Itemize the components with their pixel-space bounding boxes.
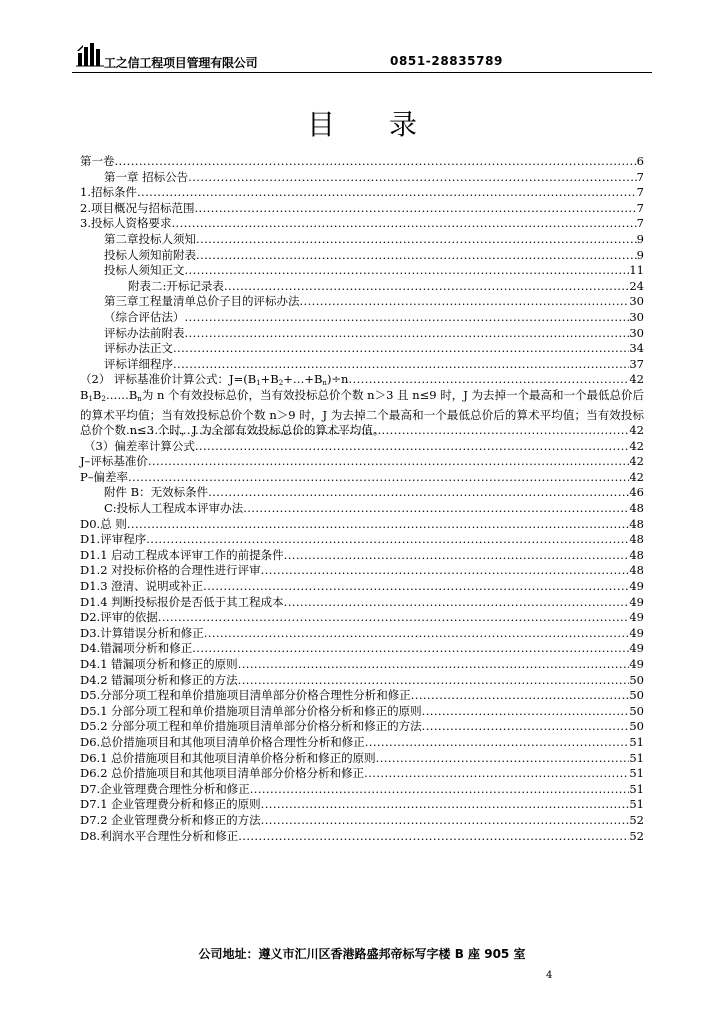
toc-entry[interactable] (80, 563, 644, 579)
toc-entry-label: 第三章工程量清单总价子目的评标办法 (104, 294, 300, 309)
toc-page-number: 7 (636, 185, 644, 200)
toc-leader (185, 326, 630, 342)
toc-entry[interactable] (80, 782, 644, 798)
toc-page-number: 51 (629, 766, 644, 781)
toc-leader (204, 626, 630, 642)
toc-entry[interactable] (80, 201, 644, 217)
toc-entry-label: D4.2 错漏项分析和修正的方法 (80, 672, 238, 687)
toc-entry-label: 1.招标条件 (80, 185, 137, 200)
toc-page-number: 49 (629, 579, 644, 594)
toc-leader (284, 595, 630, 611)
toc-leader (148, 454, 629, 470)
toc-leader (115, 154, 637, 170)
toc-entry[interactable] (80, 751, 644, 767)
toc-leader (173, 357, 629, 373)
toc-entry[interactable] (80, 641, 644, 657)
toc-page-number: 48 (629, 501, 644, 516)
toc-page-number: 52 (629, 812, 644, 827)
toc-entry-label: D3.计算错误分析和修正 (80, 625, 204, 640)
toc-entry-label: D1.2 对投标价格的合理性进行评审 (80, 563, 261, 578)
toc-leader (224, 279, 629, 295)
toc-entry[interactable] (80, 263, 644, 279)
toc-entry-label: D7.1 企业管理费分析和修正的原则 (80, 797, 261, 812)
toc-entry-label: （3）偏差率计算公式 (84, 438, 195, 453)
toc-leader (185, 263, 630, 279)
toc-entry[interactable] (80, 154, 644, 170)
toc-page-number: 49 (629, 610, 644, 625)
toc-page-number: 49 (629, 657, 644, 671)
toc-leader (194, 201, 636, 217)
toc-page-number: 51 (629, 797, 644, 812)
toc-page-number: 48 (629, 516, 644, 531)
toc-entry-label: J–评标基准价 (80, 454, 148, 469)
toc-page-number: 48 (629, 563, 644, 578)
toc-page-number: 30 (629, 309, 644, 324)
toc-entry-label: D4.错漏项分析和修正 (80, 641, 193, 656)
toc-leader (171, 216, 636, 232)
toc-leader (261, 563, 630, 579)
toc-page-number: 42 (629, 438, 644, 453)
para-lead: B (80, 387, 89, 402)
toc-entry[interactable] (80, 610, 644, 626)
toc-page-number: 49 (629, 641, 644, 656)
toc-leader (196, 232, 637, 248)
toc-entry[interactable] (80, 673, 644, 689)
toc-entry[interactable] (80, 248, 644, 264)
toc-leader (365, 735, 630, 751)
para-b2: B (92, 387, 102, 402)
toc-entry-paragraph-end (80, 423, 644, 439)
toc-page-number: 50 (629, 703, 644, 718)
toc-entry[interactable] (80, 357, 644, 373)
toc-entry[interactable] (80, 548, 644, 564)
toc-entry-label: 第一章 招标公告 (104, 169, 189, 184)
toc-page-number: 50 (629, 719, 644, 734)
formula-mid2: +…+B (283, 372, 323, 387)
company-name: 工之信工程项目管理有限公司 (104, 56, 258, 70)
toc-page-number: 37 (629, 356, 644, 371)
para-body: 为 n 个有效投标总价，当有效投标总价个数 n＞3 且 n≤9 时，J 为去掉一个最高和一个最低总价后的算术平均值；当有效投标总价个数 n＞9 时，J 为去掉二个最高和一个最低总价后的算术平均值；当有效投标总价个数 n≤3 个时，J 为全部有效投标总价的算术平均值。 (80, 387, 644, 438)
toc-entry-label: C:投标人工程成本评审办法 (104, 501, 244, 516)
toc-entry[interactable] (80, 704, 644, 720)
company-logo-icon (76, 41, 104, 67)
toc-page-number: 49 (629, 625, 644, 640)
toc-page-number: 48 (629, 532, 644, 547)
toc-entry[interactable] (80, 216, 644, 232)
toc-leader (173, 341, 629, 357)
toc-leader (243, 501, 629, 517)
toc-entry[interactable] (80, 170, 644, 186)
page-number: 4 (546, 970, 553, 981)
toc-leader (376, 751, 630, 767)
toc-entry[interactable] (80, 439, 644, 455)
toc-entry[interactable] (80, 454, 644, 470)
toc-leader (300, 294, 630, 310)
toc-entry[interactable] (80, 341, 644, 357)
toc-page-number: 30 (629, 294, 644, 309)
toc-entry-label: D7.2 企业管理费分析和修正的方法 (80, 812, 261, 827)
toc-entry[interactable] (80, 735, 644, 751)
toc-leader (195, 439, 630, 455)
toc-page-number: 7 (636, 216, 644, 231)
toc-page-number: 7 (636, 200, 644, 215)
toc-leader (185, 310, 630, 326)
toc-entry[interactable] (80, 595, 644, 611)
toc-page-number: 7 (636, 169, 644, 184)
toc-entry-label: （综合评估法） (104, 309, 185, 324)
toc-leader (127, 517, 630, 533)
toc-entry[interactable] (80, 310, 644, 326)
toc-leader (128, 470, 629, 486)
toc-page-number: 42 (629, 423, 644, 438)
toc-leader (203, 579, 629, 595)
toc-entry[interactable] (80, 813, 644, 829)
toc-entry-label: D5.分部分项工程和单价措施项目清单部分价格合理性分析和修正 (80, 688, 411, 703)
company-phone: 0851-28835789 (390, 54, 503, 68)
toc-entry[interactable] (80, 797, 644, 813)
toc-entry[interactable] (80, 626, 644, 642)
toc-leader (348, 372, 629, 388)
toc-leader (188, 170, 637, 186)
para-ellipsis: ……B (105, 387, 138, 402)
toc-entry-label: D6.2 总价措施项目和其他项目清单部分价格分析和修正 (80, 766, 365, 781)
toc-page-number: 50 (629, 672, 644, 687)
toc-entry-label: D5.2 分部分项工程和单价措施项目清单部分价格分析和修正的方法 (80, 719, 422, 734)
toc-page-number: 49 (629, 594, 644, 609)
toc-page-number: 51 (629, 781, 644, 796)
toc-entry[interactable] (80, 185, 644, 201)
formula-suffix: )÷n (326, 372, 349, 387)
toc-entry[interactable] (80, 517, 644, 533)
toc-entry-label: D0.总 则 (80, 516, 127, 531)
toc-page-number: 11 (629, 263, 644, 278)
toc-entry[interactable] (80, 501, 644, 517)
toc-entry-label: D2.评审的依据 (80, 610, 158, 625)
toc-leader (192, 641, 629, 657)
toc-leader (411, 688, 630, 704)
para-sub2: 2 (101, 394, 106, 403)
toc-leader (238, 829, 629, 845)
toc-entry-label: D6.总价措施项目和其他项目清单价格合理性分析和修正 (80, 734, 365, 749)
toc-entry[interactable] (80, 470, 644, 486)
toc-entry-label: D6.1 总价措施项目和其他项目清单价格分析和修正的原则 (80, 750, 376, 765)
toc-page-number: 9 (636, 247, 644, 262)
toc-entry-label: D7.企业管理费合理性分析和修正 (80, 781, 250, 796)
toc-page-number: 52 (629, 828, 644, 843)
toc-entry-label: D1.4 判断投标报价是否低于其工程成本 (80, 594, 284, 609)
toc-entry[interactable] (80, 766, 644, 782)
toc-entry[interactable] (80, 579, 644, 595)
toc-entry-label: 第二章投标人须知 (104, 231, 196, 246)
toc-leader (284, 548, 630, 564)
toc-entry[interactable] (80, 232, 644, 248)
toc-leader (250, 782, 630, 798)
toc-leader (364, 766, 629, 782)
para-subn: n (137, 394, 142, 403)
toc-leader (208, 485, 629, 501)
para-sub1: 1 (88, 394, 93, 403)
toc-leader (422, 704, 630, 720)
toc-entry-label: 附表二:开标记录表 (128, 278, 224, 293)
toc-entry-label: D4.1 错漏项分析和修正的原则 (80, 657, 238, 671)
toc-entry[interactable] (80, 688, 644, 704)
toc-entry-label: 2.项目概况与招标范围 (80, 200, 195, 215)
toc-leader (261, 797, 630, 813)
toc-entry-label: 附件 B：无效标条件 (104, 485, 209, 500)
toc-entry-label: D1.3 澄清、说明或补正 (80, 579, 204, 594)
toc-page-number: 50 (629, 688, 644, 703)
toc-entry-label: 3.投标人资格要求 (80, 216, 172, 231)
toc-leader (261, 813, 630, 829)
toc-page-number: 9 (636, 231, 644, 246)
toc-page-number: 6 (636, 154, 644, 168)
toc-leader (158, 610, 630, 626)
formula-prefix: （2） 评标基准价计算公式：J=(B (80, 372, 257, 387)
toc-page-number: 34 (629, 341, 644, 356)
toc-page-number: 51 (629, 750, 644, 765)
toc-entry-label: 评标办法前附表 (104, 325, 185, 340)
toc-entry-label: D5.1 分部分项工程和单价措施项目清单部分价格分析和修正的原则 (80, 703, 422, 718)
toc-entry[interactable] (80, 279, 644, 295)
toc-entry-label: D8.利润水平合理性分析和修正 (80, 828, 239, 843)
toc-entry[interactable] (80, 719, 644, 735)
toc-leader (422, 719, 630, 735)
toc-page-number: 30 (629, 325, 644, 340)
toc-entry-label: P–偏差率 (80, 469, 128, 484)
toc-entry[interactable] (80, 657, 644, 673)
toc-entry-label: 投标人须知正文 (104, 263, 185, 278)
toc-leader (126, 423, 629, 439)
toc-entry[interactable] (80, 485, 644, 501)
toc-entry[interactable] (80, 829, 644, 845)
toc-page-number: 42 (629, 372, 644, 387)
toc-entry-label: 投标人须知前附表 (104, 247, 196, 262)
toc-leader (137, 185, 637, 201)
toc-leader (196, 248, 637, 264)
toc-page-number: 46 (629, 485, 644, 500)
toc-page-number: 51 (629, 734, 644, 749)
toc-leader (238, 657, 630, 673)
toc-entry[interactable] (80, 326, 644, 342)
toc-page-number: 42 (629, 454, 644, 469)
toc-entry-label: D1.1 启动工程成本评审工作的前提条件 (80, 547, 284, 562)
toc-entry-label: 评标详细程序 (104, 356, 173, 371)
toc-page-number: 48 (629, 547, 644, 562)
formula-mid1: +B (260, 372, 279, 387)
page-footer-address: 公司地址：遵义市汇川区香港路盛邦帝标写字楼 B 座 905 室 (198, 947, 526, 961)
toc-entry-label: D1.评审程序 (80, 532, 147, 547)
toc-page-number: 42 (629, 469, 644, 484)
toc-entry[interactable] (80, 294, 644, 310)
toc-entry-label: 评标办法正文 (104, 341, 173, 356)
page-title: 目录 (306, 108, 471, 141)
toc-entry[interactable] (80, 532, 644, 548)
page-header (72, 38, 652, 73)
toc-leader (146, 532, 629, 548)
toc-entry-formula[interactable]: （2） 评标基准价计算公式：$J=(B_1+B_2+\dots+B_n)\div n$ ..... 42 (80, 372, 644, 388)
toc-leader (238, 673, 630, 689)
table-of-contents (80, 154, 644, 844)
toc-entry-label: 第一卷 (80, 154, 115, 168)
toc-page-number: 24 (629, 278, 644, 293)
